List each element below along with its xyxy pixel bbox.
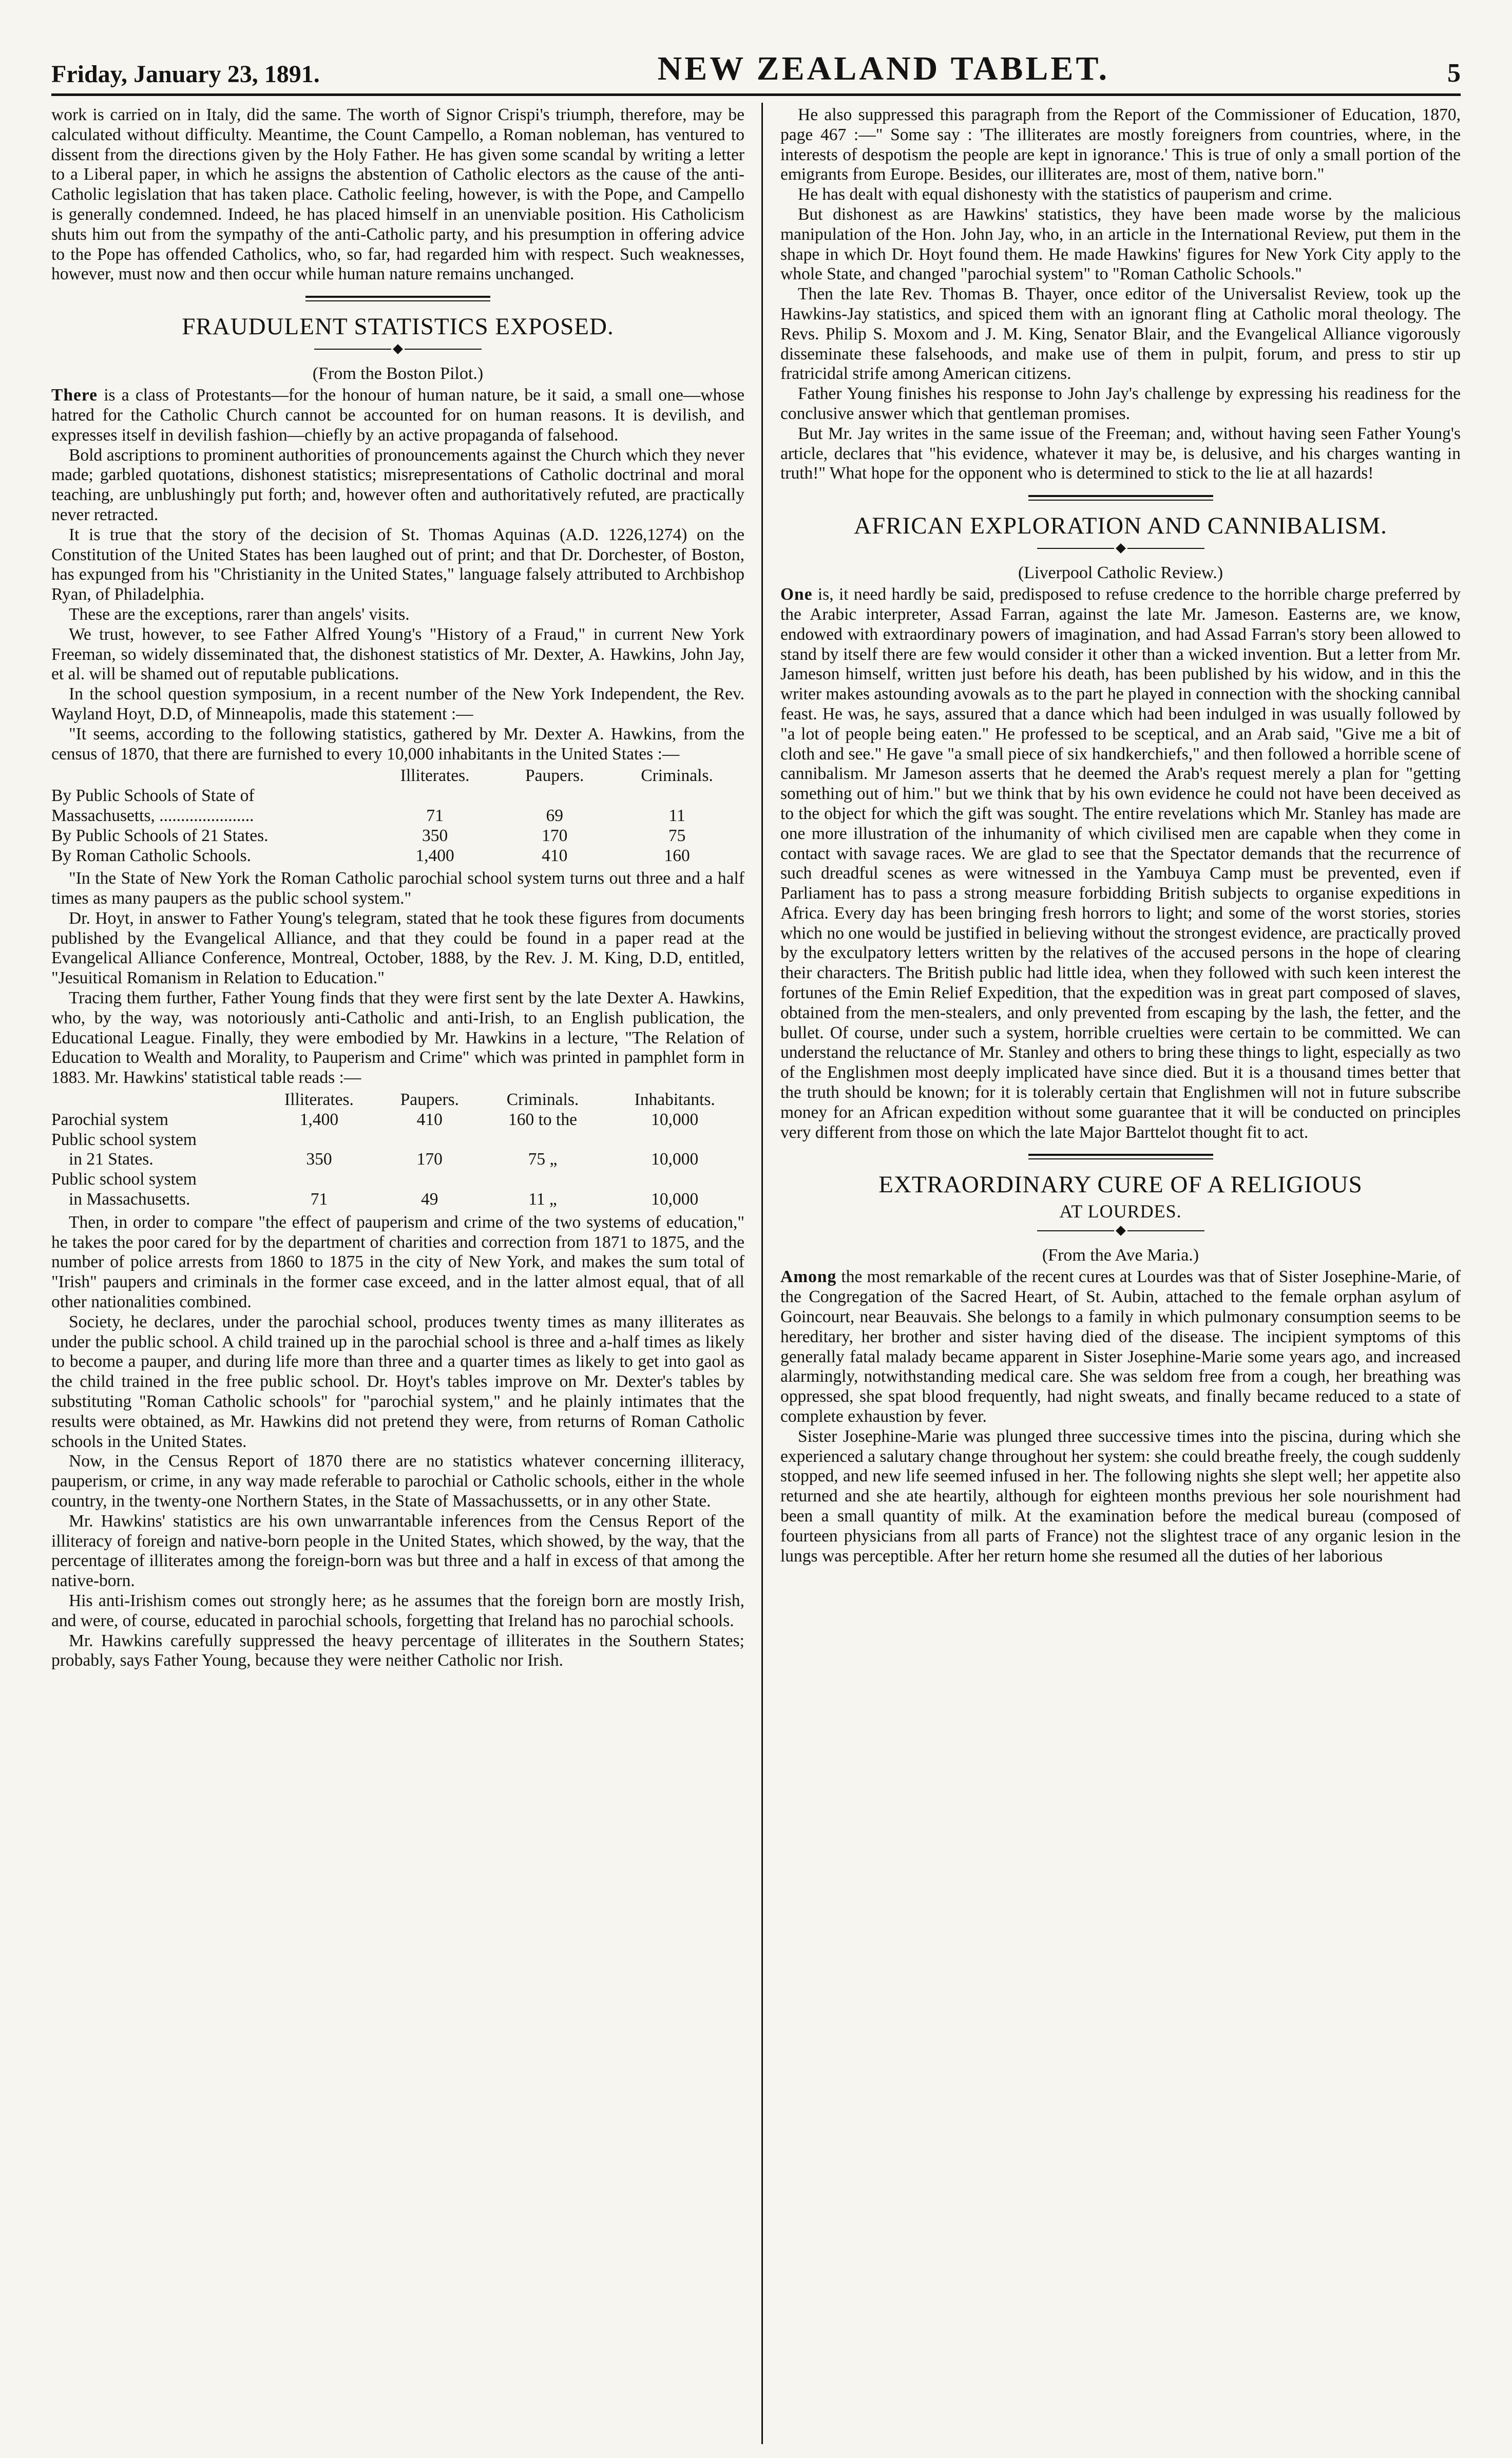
table-cell: 10,000 bbox=[651, 1190, 699, 1209]
table-cell bbox=[379, 1170, 481, 1190]
article-paragraph: Mr. Hawkins' statistics are his own unwarrantable inferences from the Census Report of the illiteracy of foreign and native-born people in the United States, which showed, by the way, that the percentage of illiterates among the foreign-born was but three and a half in excess of that among the native-born. bbox=[51, 1511, 744, 1591]
article-paragraph: Mr. Hawkins carefully suppressed the heavy percentage of illiterates in the Southern States; probably, says Father Young, because they were neither Catholic nor Irish. bbox=[51, 1631, 744, 1670]
article-paragraph: It is true that the story of the decision of St. Thomas Aquinas (A.D. 1226,1274) on the Constitution of the United States has been laughed out of print; and that Dr. Dorchester, of Boston, has expunged from his "Christianity in the United States," language falsely attributed to Archbishop Ryan, of Philadelphia. bbox=[51, 525, 744, 604]
table-cell: 410 bbox=[542, 846, 568, 865]
table-cell: Public school system bbox=[51, 1170, 197, 1189]
article-paragraph: Then the late Rev. Thomas B. Thayer, once editor of the Universalist Review, took up the Hawkins-Jay statistics, and spiced them with an ignorant fling at Catholic moral theology. The Revs. Philip S. Moxom and J. M. King, Senator Blair, and the Evangelical Alliance vigorously disseminate these falsehoods, and make use of them in pulpit, forum, and press to stir up fratricidal strife among American citizens. bbox=[780, 284, 1461, 384]
heading-ornament bbox=[51, 346, 744, 353]
issue-date: Friday, January 23, 1891. bbox=[51, 61, 320, 88]
article-paragraph: But Mr. Jay writes in the same issue of the Freeman; and, without having seen Father Young's article, declares that "his evidence, whatever it may be, is delusive, and his charges wanting in truth!" What hope for the opponent who is determined to stick to the lie at all hazards! bbox=[780, 424, 1461, 483]
section-divider bbox=[1028, 495, 1213, 501]
article-source-cure: (From the Ave Maria.) bbox=[1042, 1246, 1199, 1265]
table-cell bbox=[481, 1130, 605, 1150]
table-row bbox=[51, 1170, 744, 1190]
table-cell: 1,400 bbox=[415, 846, 454, 865]
article-paragraph: Bold ascriptions to prominent authorities of pronouncements against the Church which they never made; garbled quotations, dishonest statistics; misrepresentations of Catholic doctrinal and moral teaching, are unblushingly put forth; and, however often and authoritatively refuted, are practically never retracted. bbox=[51, 445, 744, 524]
table-cell: 170 bbox=[416, 1150, 443, 1169]
table-cell: 10,000 bbox=[651, 1150, 699, 1169]
table-cell bbox=[605, 1130, 744, 1150]
article-paragraph: Sister Josephine-Marie was plunged three successive times into the piscina, during which she experienced a salutary change throughout her system: she could breathe freely, the cough suddenly stopped, and new life seemed infused in her. The following nights she slept well; her appetite also returned and she ate heartily, although for eighteen months previous her sole nourishment had been a small quantity of milk. At the examination before the medical bureau (composed of fourteen physicians from all parts of France) not the slightest trace of any organic lesion in the lungs was perceptible. After her return home she resumed all the duties of her laborious bbox=[780, 1426, 1461, 1566]
masthead-title: NEW ZEALAND TABLET. bbox=[657, 50, 1110, 87]
table-cell: in 21 States. bbox=[69, 1150, 154, 1169]
table-row bbox=[51, 826, 744, 846]
table-header bbox=[51, 1090, 259, 1110]
table-cell: 11 bbox=[668, 806, 685, 825]
table-cell: 11 „ bbox=[528, 1190, 557, 1209]
article-paragraph: "It seems, according to the following statistics, gathered by Mr. Dexter A. Hawkins, from the census of 1870, that there are furnished to every 10,000 inhabitants in the United States :— bbox=[51, 724, 744, 764]
article-paragraph bbox=[51, 386, 744, 445]
article-source-africa: (Liverpool Catholic Review.) bbox=[1018, 563, 1223, 583]
article-paragraph: Society, he declares, under the parochial school, produces twenty times as many illiterates as under the public school. A child trained up in the parochial school is three and a-half times as likely to become a pauper, and during life more than three and a quarter times as likely to get into gaol as the child trained in the free public school. Dr. Hoyt's tables improve on Mr. Dexter's tables by substituting "Roman Catholic schools" for "parochial system," and he plainly intimates that the results were obtained, as Mr. Hawkins did not pretend they were, from returns of Roman Catholic schools in the United States. bbox=[51, 1312, 744, 1451]
article-paragraph: Tracing them further, Father Young finds that they were first sent by the late Dexter A. Hawkins, who, by the way, was notoriously anti-Catholic and anti-Irish, to an English publication, the Educational League. Finally, they were embodied by Mr. Hawkins in a lecture, "The Relation of Education to Wealth and Morality, to Pauperism and Crime" which was printed in pamphlet form in 1883. Mr. Hawkins' statistical table reads :— bbox=[51, 988, 744, 1088]
table-cell: 69 bbox=[546, 806, 563, 825]
right-column bbox=[780, 105, 1461, 2447]
table-row bbox=[51, 1130, 744, 1150]
header-rule bbox=[51, 93, 1461, 96]
table-header: Illiterates. bbox=[284, 1090, 354, 1110]
table-cell: 49 bbox=[421, 1190, 438, 1209]
article-source-fraud: (From the Boston Pilot.) bbox=[312, 364, 484, 384]
column-divider bbox=[761, 103, 763, 2444]
table-cell: 71 bbox=[310, 1190, 328, 1209]
table-cell: 160 bbox=[664, 846, 690, 865]
table-row bbox=[51, 1150, 744, 1170]
table-cell: in Massachusetts. bbox=[69, 1190, 190, 1209]
article-paragraph: But dishonest as are Hawkins' statistics, they have been made worse by the malicious manipulation of the Hon. John Jay, who, in an article in the International Review, put them in the shape in which Dr. Hoyt found them. He made Hawkins' figures for New York City apply to the whole State, and changed "parochial system" to "Roman Catholic Schools." bbox=[780, 204, 1461, 284]
table-cell bbox=[605, 1170, 744, 1190]
heading-ornament bbox=[780, 1227, 1461, 1234]
table-cell: 160 to the bbox=[508, 1110, 577, 1129]
section-divider bbox=[305, 296, 490, 301]
table-cell: 75 „ bbox=[528, 1150, 558, 1169]
table-row bbox=[51, 806, 744, 826]
article-heading-fraud: FRAUDULENT STATISTICS EXPOSED. bbox=[182, 313, 614, 340]
intro-paragraph: work is carried on in Italy, did the same. The worth of Signor Crispi's triumph, therefore, may be calculated without difficulty. Meantime, the Count Campello, a Roman nobleman, has ventured to dissent from the directions given by the Holy Father. He has given some scandal by writing a letter to a Liberal paper, in which he assigns the abstention of Catholic electors as the cause of the anti-Catholic legislation that has taken place. Catholic feeling, however, is with the Pope, and Campello is generally condemned. Indeed, he has placed himself in an unenviable position. His Catholicism shuts him out from the sympathy of the anti-Catholic party, and his presumption in offering advice to the Pope has offended Catholics, who, so far, had regarded him with respect. Such weaknesses, however, must now and then occur while human nature remains unchanged. bbox=[51, 105, 744, 284]
table-cell: 410 bbox=[416, 1110, 443, 1129]
article-paragraph: "In the State of New York the Roman Catholic parochial school system turns out three and a half times as many paupers as the public school system." bbox=[51, 869, 744, 908]
table-cell: By Public Schools of State of bbox=[51, 786, 255, 806]
table-cell: By Public Schools of 21 States. bbox=[51, 826, 269, 845]
table-cell bbox=[379, 1130, 481, 1150]
table-cell: 71 bbox=[426, 806, 444, 825]
table-cell bbox=[500, 786, 609, 806]
table-header: Paupers. bbox=[400, 1090, 460, 1110]
article-paragraph: He has dealt with equal dishonesty with the statistics of pauperism and crime. bbox=[798, 185, 1333, 204]
lead-word: One bbox=[780, 585, 813, 604]
lead-word: There bbox=[51, 386, 98, 405]
lead-word: Among bbox=[780, 1267, 837, 1287]
article-paragraph: Dr. Hoyt, in answer to Father Young's telegram, stated that he took these figures from documents published by the Evangelical Alliance, and that they could be found in a paper read at the Evangelical Alliance Conference, Montreal, October, 1888, by the Rev. J. M. King, D.D, entitled, "Jesuitical Romanism in Relation to Education." bbox=[51, 908, 744, 988]
article-subheading-cure: AT LOURDES. bbox=[1059, 1201, 1182, 1222]
table-row bbox=[51, 1110, 744, 1130]
table-cell bbox=[370, 786, 500, 806]
table-cell: 10,000 bbox=[651, 1110, 699, 1129]
paragraph-text: is a class of Protestants—for the honour of human nature, be it said, a small one—whose hatred for the Catholic Church cannot be accounted for on human reasons. It is devilish, and expresses itself in devilish fashion—chiefly by an active propaganda of falsehood. bbox=[51, 386, 744, 445]
section-divider bbox=[1028, 1154, 1213, 1159]
table-header: Illiterates. bbox=[400, 766, 470, 786]
table-header-row bbox=[51, 1090, 744, 1110]
table-cell: Public school system bbox=[51, 1130, 197, 1149]
article-heading-cure: EXTRAORDINARY CURE OF A RELIGIOUS bbox=[878, 1171, 1363, 1198]
table-header: Criminals. bbox=[641, 766, 713, 786]
table-header: Paupers. bbox=[525, 766, 584, 786]
table-cell: 1,400 bbox=[299, 1110, 339, 1129]
paragraph-text: the most remarkable of the recent cures at Lourdes was that of Sister Josephine-Marie, of the Congregation of the Sacred Heart, of St. Aubin, attached to the female orphan asylum of Goincourt, near Beauvais. She belongs to a family in which pulmonary consumption seems to be hereditary, her brother and sister having died of the disease. The incipient symptoms of this generally fatal malady became apparent in Sister Josephine-Marie some years ago, and increased alarmingly, notwithstanding medical care. She was seldom free from a cough, her breathing was oppressed, she spat blood frequently, had night sweats, and finally became reduced to a state of complete exhaustion by fever. bbox=[780, 1267, 1461, 1426]
page-number: 5 bbox=[1447, 59, 1461, 88]
statistics-table-1 bbox=[51, 766, 744, 866]
page-header bbox=[51, 47, 1461, 88]
table-cell: 350 bbox=[306, 1150, 332, 1169]
article-paragraph: These are the exceptions, rarer than angels' visits. bbox=[69, 604, 410, 624]
table-cell bbox=[259, 1170, 379, 1190]
left-column bbox=[51, 105, 744, 2447]
table-cell: By Roman Catholic Schools. bbox=[51, 846, 251, 865]
table-cell: 170 bbox=[542, 826, 568, 845]
paragraph-text: is, it need hardly be said, predisposed to refuse credence to the horrible charge preferred by the Arabic interpreter, Assad Farran, against the late Mr. Jameson. Easterns are, we know, endowed with extraordinary powers of imagination, and had Assad Farran's story been allowed to stand by itself there are few would consider it other than a wicked invention. But a letter from Mr. Jameson himself, written just before his death, has been published by his widow, and in this the writer makes astounding avowals as to the part he played in connection with the shocking cannibal feast. He was, he says, assured that a dance which had been indulged in was usually followed by "a lot of people being eaten." He professed to be sceptical, and an Arab said, "Give me a bit of cloth and see." He gave "a small piece of six handkerchiefs," and then followed a horrible scene of cannibalism. Mr Jameson asserts that he deemed the Arab's request merely a plan for "getting something out of him." but we think that by his own evidence he could not have been deceived as to the object for which the gift was sought. The entire revelations which Mr. Stanley has made are one more illustration of the inhumanity of which civilised men are capable when they come in contact with savage races. We are glad to see that the Spectator demands that the recurrence of such dreadful scenes as were witnessed in the Yambuya Camp must be prevented, even if Parliament has to pass a strong measure forbidding British subjects to organise expeditions in Africa. Every day has been bringing fresh horrors to light; and some of the worst stories, stories which no one would be justified in believing without the strongest evidence, are practically proved by the exculpatory letters written by the relatives of the accused persons in the hope of clearing their characters. The British public had little idea, when they followed with such keen interest the fortunes of the Emin Relief Expedition, that the expedition was in great part composed of slaves, obtained from the men-stealers, and only prevented from escaping by the lash, the fetter, and the bullet. Of course, under such a system, horrible cruelties were certain to be committed. We can understand the reluctance of Mr. Stanley and others to bring these things to light, especially as two of the Englishmen most deeply implicated have since died. But it is a thousand times better that the truth should be known; for it is tolerably certain that Englishmen will not in future subscribe money for an African expedition without some guarantee that it will be conducted on principles very different from those on which the late Major Barttelot thought fit to act. bbox=[780, 585, 1461, 1142]
table-cell: 75 bbox=[668, 826, 686, 845]
table-header: Criminals. bbox=[506, 1090, 579, 1110]
article-paragraph bbox=[780, 585, 1461, 1142]
table-header: Inhabitants. bbox=[634, 1090, 715, 1110]
article-paragraph: In the school question symposium, in a recent number of the New York Independent, the Rev. Wayland Hoyt, D.D, of Minneapolis, made this statement :— bbox=[51, 684, 744, 723]
article-paragraph: Then, in order to compare "the effect of pauperism and crime of the two systems of education," he takes the poor cared for by the department of charities and correction from 1871 to 1875, and the number of police arrests from 1860 to 1875 in the city of New York, and makes the sum total of "Irish" paupers and criminals in the former case exceed, and in the latter almost equal, that of all other nationalities combined. bbox=[51, 1212, 744, 1312]
table-cell: Parochial system bbox=[51, 1110, 168, 1129]
table-cell: Massachusetts, ...................... bbox=[51, 806, 254, 825]
article-paragraph: Father Young finishes his response to John Jay's challenge by expressing his readiness for the conclusive answer which that gentleman promises. bbox=[780, 384, 1461, 423]
article-paragraph: We trust, however, to see Father Alfred Young's "History of a Fraud," in current New York Freeman, so widely disseminated that, the dishonest statistics of Mr. Dexter, A. Hawkins, John Jay, et al. will be shamed out of reputable publications. bbox=[51, 624, 744, 684]
table-row bbox=[51, 846, 744, 866]
table-cell bbox=[259, 1130, 379, 1150]
article-paragraph bbox=[780, 1267, 1461, 1426]
article-paragraph: He also suppressed this paragraph from the Report of the Commissioner of Education, 1870, page 467 :—" Some say : 'The illiterates are mostly foreigners from countries, where, in the interests of despotism the people are kept in ignorance.' This is true of only a small portion of the emigrants from Europe. Besides, our illiterates are, most of them, native born." bbox=[780, 105, 1461, 184]
heading-ornament bbox=[780, 545, 1461, 552]
statistics-table-2 bbox=[51, 1090, 744, 1210]
article-heading-africa: AFRICAN EXPLORATION AND CANNIBALISM. bbox=[854, 512, 1387, 540]
table-row bbox=[51, 786, 744, 806]
article-paragraph: Now, in the Census Report of 1870 there are no statistics whatever concerning illiteracy, pauperism, or crime, in any way made referable to parochial or Catholic schools, either in the whole country, in the twenty-one Northern States, in the State of Massachussetts, or in any other State. bbox=[51, 1452, 744, 1511]
article-paragraph: His anti-Irishism comes out strongly here; as he assumes that the foreign born are mostly Irish, and were, of course, educated in parochial schools, forgetting that Ireland has no parochial schools. bbox=[51, 1591, 744, 1630]
table-cell: 350 bbox=[422, 826, 448, 845]
table-cell bbox=[609, 786, 744, 806]
table-cell bbox=[481, 1170, 605, 1190]
table-row bbox=[51, 1190, 744, 1210]
table-header-row bbox=[51, 766, 744, 786]
table-header bbox=[51, 766, 370, 786]
